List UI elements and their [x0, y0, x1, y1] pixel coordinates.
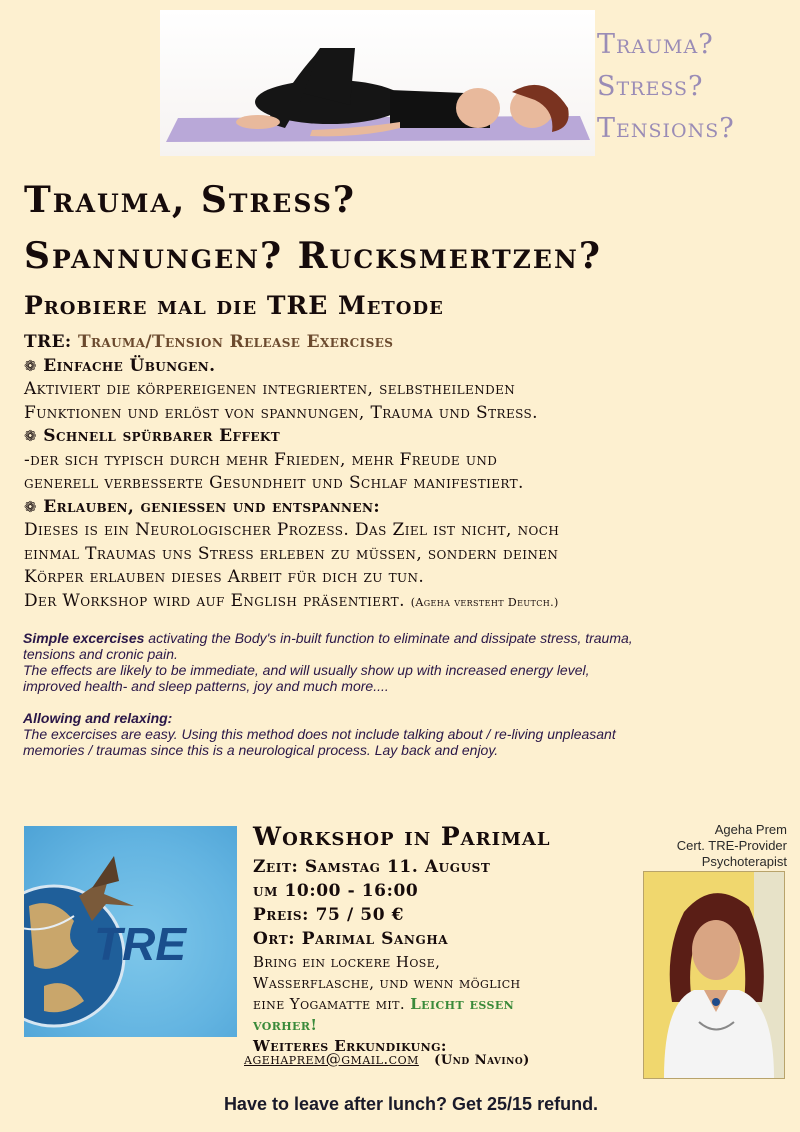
flower-icon: ❁	[24, 497, 37, 516]
section-heading	[24, 425, 794, 449]
eat-note: Leicht essen	[410, 995, 515, 1013]
text-span: eine Yogamatte mit.	[253, 995, 411, 1013]
workshop-price: Preis: 75 / 50 €	[253, 905, 405, 925]
email-link[interactable]: agehaprem@gmail.com	[244, 1050, 419, 1068]
side-question: Stress?	[597, 71, 704, 102]
provider-cert: Cert. TRE-Provider	[676, 838, 787, 853]
text-line: Funktionen und erlöst von spannungen, Trauma und Stress.	[24, 402, 538, 423]
workshop-time: um 10:00 - 16:00	[253, 881, 419, 901]
contact-line	[244, 1050, 530, 1068]
navino-note: (Und Navino)	[434, 1053, 530, 1068]
portrait-illustration	[644, 872, 784, 1078]
headline-line: Trauma, Stress?	[24, 179, 356, 221]
workshop-title: Workshop in Parimal	[253, 822, 551, 851]
german-description	[24, 331, 794, 614]
provider-name: Ageha Prem	[714, 822, 787, 837]
eat-note: vorher!	[253, 1016, 318, 1034]
provider-photo	[643, 871, 785, 1079]
more-info-label: Weiteres Erkundikung:	[253, 1037, 447, 1055]
language-footnote: (Ageha versteht Deutch.)	[410, 595, 559, 609]
text-line: Körper erlauben dieses Arbeit für dich zu tun.	[24, 567, 425, 587]
page-title	[24, 172, 794, 284]
english-paragraph	[23, 710, 793, 758]
section-heading	[24, 496, 794, 520]
tre-logo	[24, 826, 237, 1037]
provider-role: Psychoterapist	[701, 854, 787, 869]
workshop-info	[253, 822, 638, 1057]
english-description	[23, 630, 793, 758]
workshop-details	[253, 855, 638, 951]
language-note: Der Workshop wird auf English präsentiert.	[24, 590, 405, 611]
english-heading: Allowing and relaxing:	[23, 710, 173, 726]
hero-image	[160, 10, 595, 156]
headline-line: Spannungen? Rucksmertzen?	[24, 235, 602, 277]
text-line: Dieses is ein Neurologischer Prozess. Das Ziel ist nicht, noch	[24, 520, 560, 540]
tre-part: T	[77, 332, 91, 352]
section-title: Erlauben, geniessen und entspannen:	[43, 496, 381, 517]
section-title: Schnell spürbarer Effekt	[43, 426, 281, 446]
side-questions	[597, 24, 735, 150]
yoga-pose-illustration	[160, 10, 595, 156]
tre-part: R	[229, 332, 245, 352]
section-title: Einfache Übungen.	[43, 355, 216, 376]
tre-part: E	[306, 332, 321, 352]
provider-info	[620, 822, 787, 870]
english-heading: Simple excercises	[23, 630, 145, 646]
tre-part: ension	[165, 332, 230, 352]
text-line: generell verbesserte Gesundheit und Schlaf manifestiert.	[24, 473, 524, 493]
workshop-time: Zeit: Samstag 11. August	[253, 857, 491, 877]
text-line	[253, 994, 638, 1015]
flower-icon: ❁	[24, 356, 37, 375]
footer-note: Have to leave after lunch? Get 25/15 refund.	[223, 1094, 599, 1114]
text-line: -der sich typisch durch mehr Frieden, mehr Freude und	[24, 449, 498, 470]
globe-bird-icon	[24, 826, 237, 1037]
side-question: Trauma?	[597, 29, 714, 60]
english-paragraph	[23, 630, 793, 694]
side-question: Tensions?	[597, 113, 735, 144]
logo-text: TRE	[94, 918, 186, 970]
text-line: Wasserflasche, und wenn möglich	[253, 974, 521, 992]
tre-prefix: TRE:	[24, 332, 78, 352]
tre-part: T	[151, 332, 166, 352]
text-line: einmal Traumas uns Stress erleben zu müssen, sondern deinen	[24, 543, 559, 564]
tre-definition	[24, 331, 794, 355]
text-line: improved health- and sleep patterns, joy and much more....	[23, 678, 389, 694]
text-line: memories / traumas since this is a neurological process. Lay back and enjoy.	[23, 742, 499, 758]
text-line: Aktiviert die körpereigenen integrierten, selbstheilenden	[24, 379, 516, 399]
bring-list	[253, 952, 638, 1057]
text-line: Bring ein lockere Hose,	[253, 953, 441, 971]
section-heading	[24, 355, 794, 379]
subheading: Probiere mal die TRE Metode	[24, 291, 444, 320]
tre-part: rauma/	[91, 332, 152, 352]
text-line	[24, 590, 794, 615]
text-line: activating the Body's in-built function to eliminate and dissipate stress, trauma,	[144, 630, 633, 646]
tre-part: elease	[244, 332, 307, 352]
tre-part: xercises	[320, 332, 394, 352]
text-line: tensions and cronic pain.	[23, 646, 178, 662]
text-line: The excercises are easy. Using this method does not include talking about / re-living unpleasant	[23, 726, 616, 742]
workshop-location: Ort: Parimal Sangha	[253, 929, 449, 949]
flower-icon: ❁	[24, 427, 37, 445]
text-line: The effects are likely to be immediate, and will usually show up with increased energy level,	[23, 662, 590, 678]
